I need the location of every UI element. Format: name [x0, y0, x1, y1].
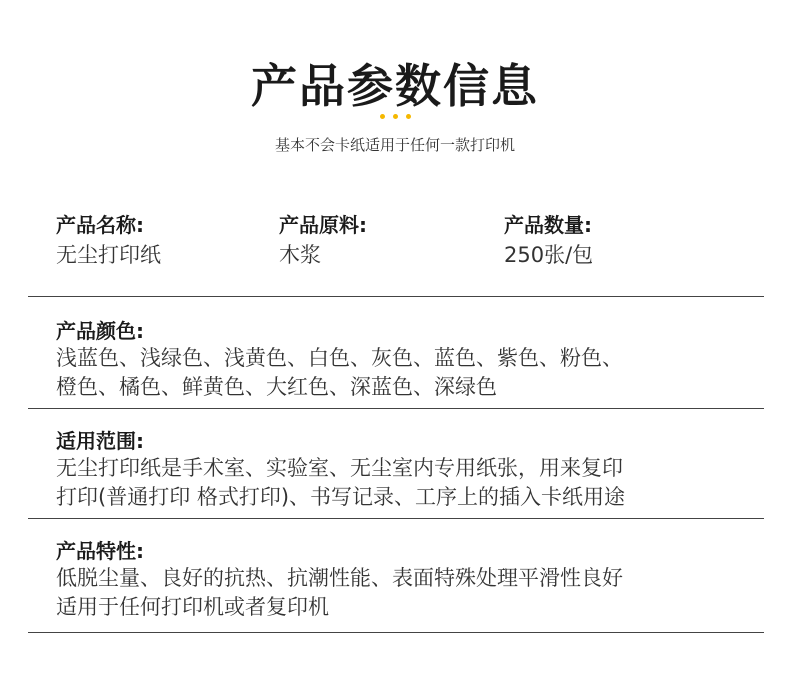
- divider: [28, 632, 764, 633]
- divider: [28, 296, 764, 297]
- spec-label: 产品名称:: [56, 213, 144, 237]
- accent-dot: [380, 114, 385, 119]
- spec-label: 产品原料:: [279, 213, 367, 237]
- section-text: 低脱尘量、良好的抗热、抗潮性能、表面特殊处理平滑性良好: [56, 566, 623, 590]
- section-colors: [56, 318, 756, 402]
- section-label: 产品特性:: [56, 539, 144, 563]
- divider: [28, 518, 764, 519]
- section-text: 橙色、橘色、鲜黄色、大红色、深蓝色、深绿色: [56, 375, 497, 399]
- section-features: [56, 538, 756, 622]
- spec-label: 产品数量:: [504, 213, 592, 237]
- section-usage: [56, 428, 756, 512]
- section-label: 产品颜色:: [56, 319, 144, 343]
- spec-value: 250张/包: [504, 243, 594, 267]
- divider: [28, 408, 764, 409]
- section-text: 适用于任何打印机或者复印机: [56, 595, 329, 619]
- spec-value: 木浆: [279, 243, 321, 267]
- section-text: 无尘打印纸是手术室、实验室、无尘室内专用纸张，用来复印: [56, 456, 623, 480]
- spec-value: 无尘打印纸: [56, 243, 161, 267]
- spec-quantity: [504, 212, 593, 272]
- title-divider-dots: [0, 114, 790, 119]
- section-label: 适用范围:: [56, 429, 144, 453]
- page-title: 产品参数信息: [251, 59, 539, 113]
- spec-material: [279, 212, 367, 272]
- accent-dot: [393, 114, 398, 119]
- page-subtitle: 基本不会卡纸适用于任何一款打印机: [274, 136, 515, 154]
- section-text: 浅蓝色、浅绿色、浅黄色、白色、灰色、蓝色、紫色、粉色、: [56, 346, 623, 370]
- spec-product-name: [56, 212, 161, 272]
- section-text: 打印(普通打印 格式打印)、书写记录、工序上的插入卡纸用途: [56, 485, 626, 509]
- accent-dot: [406, 114, 411, 119]
